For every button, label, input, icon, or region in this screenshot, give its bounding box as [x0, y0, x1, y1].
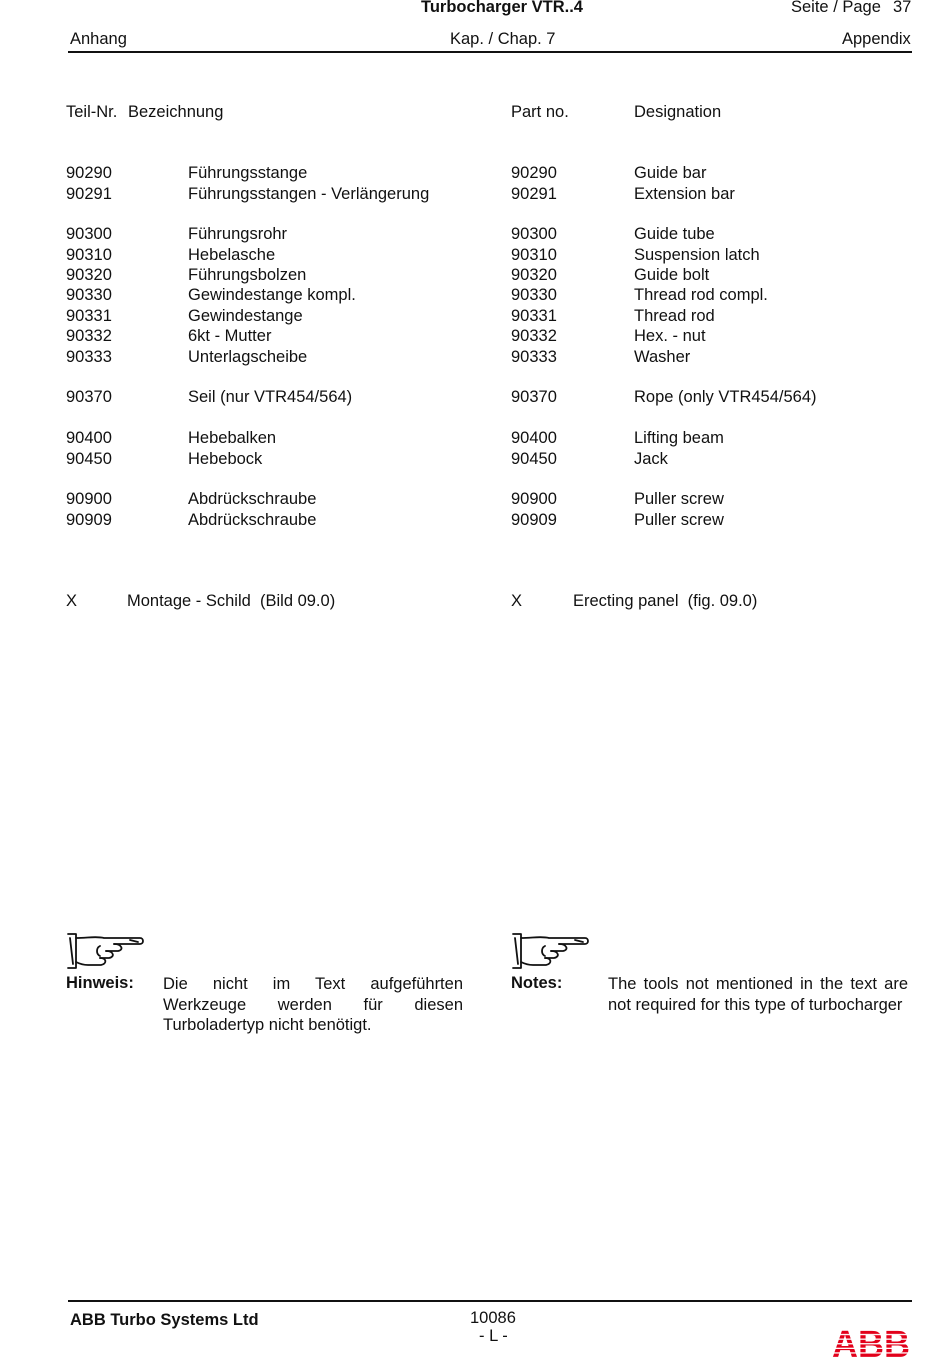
part-no-de: 90291	[66, 185, 112, 203]
part-no-en: 90400	[511, 429, 557, 447]
doc-title: Turbocharger VTR..4	[421, 0, 583, 16]
part-no-de: 90400	[66, 429, 112, 447]
note-text-de: Die nicht im Text aufgeführten Werkzeuge werden für diesen Turboladertyp nicht benötigt.	[163, 975, 463, 1034]
de-designation-heading: Bezeichnung	[128, 103, 224, 121]
part-designation-en: Lifting beam	[634, 429, 724, 447]
part-designation-en: Puller screw	[634, 490, 724, 508]
note-text-en: The tools not mentioned in the text are not required for this type of turbocharger	[608, 975, 908, 1014]
part-no-en: 90909	[511, 511, 557, 529]
parts-row	[0, 184, 950, 204]
parts-row	[0, 326, 950, 346]
en-designation-heading: Designation	[634, 103, 722, 121]
parts-row	[0, 347, 950, 367]
part-no-de: 90331	[66, 307, 112, 325]
part-designation-de: Führungsstange	[188, 164, 308, 182]
part-no-en: 90300	[511, 225, 557, 243]
parts-row	[0, 245, 950, 265]
part-no-de: 90332	[66, 327, 112, 345]
header-left: Anhang	[70, 30, 127, 48]
part-designation-de: Seil (nur VTR454/564)	[188, 388, 353, 406]
part-no-de: 90333	[66, 348, 112, 366]
part-no-de: 90320	[66, 266, 112, 284]
part-designation-en: Guide bar	[634, 164, 707, 182]
page-label: Seite / Page	[791, 0, 881, 16]
document-number: 10086	[470, 1309, 516, 1327]
part-no-en: 90332	[511, 327, 557, 345]
part-no-de: 90900	[66, 490, 112, 508]
header-right: Appendix	[842, 30, 911, 48]
part-designation-de: Führungsrohr	[188, 225, 288, 243]
part-designation-de: Hebelasche	[188, 246, 276, 264]
part-no-de: 90909	[66, 511, 112, 529]
company-name: ABB Turbo Systems Ltd	[70, 1311, 259, 1329]
part-designation-de: Abdrückschraube	[188, 490, 317, 508]
header-rule	[68, 51, 912, 53]
erecting-panel-en: Erecting panel (fig. 09.0)	[573, 592, 758, 610]
de-part-heading: Teil-Nr.	[66, 103, 118, 121]
parts-row	[0, 428, 950, 448]
part-no-de: 90310	[66, 246, 112, 264]
parts-row	[0, 489, 950, 509]
part-no-en: 90370	[511, 388, 557, 406]
parts-row	[0, 510, 950, 530]
part-no-de: 90450	[66, 450, 112, 468]
part-designation-en: Thread rod compl.	[634, 286, 768, 304]
en-part-heading: Part no.	[511, 103, 569, 121]
page-number: 37	[893, 0, 912, 16]
part-designation-de: 6kt - Mutter	[188, 327, 272, 345]
part-no-en: 90310	[511, 246, 557, 264]
parts-row	[0, 163, 950, 183]
part-designation-en: Hex. - nut	[634, 327, 706, 345]
part-no-en: 90331	[511, 307, 557, 325]
parts-row	[0, 265, 950, 285]
erecting-panel-de: Montage - Schild (Bild 09.0)	[127, 592, 336, 610]
part-no-de: 90370	[66, 388, 112, 406]
part-no-de: 90290	[66, 164, 112, 182]
part-no-en: 90450	[511, 450, 557, 468]
part-designation-en: Guide bolt	[634, 266, 710, 284]
part-no-en: 90290	[511, 164, 557, 182]
erecting-panel-row	[0, 591, 950, 611]
column-headings	[0, 102, 950, 122]
parts-row	[0, 449, 950, 469]
footer-rule	[68, 1300, 912, 1302]
part-designation-de: Hebebock	[188, 450, 263, 468]
parts-row	[0, 285, 950, 305]
part-designation-en: Extension bar	[634, 185, 735, 203]
part-designation-en: Jack	[634, 450, 668, 468]
part-no-de: 90330	[66, 286, 112, 304]
part-no-en: 90291	[511, 185, 557, 203]
part-no-en: 90330	[511, 286, 557, 304]
svg-text:ABB: ABB	[832, 1326, 910, 1358]
part-designation-en: Washer	[634, 348, 691, 366]
part-designation-en: Guide tube	[634, 225, 715, 243]
pointing-hand-icon	[66, 932, 146, 972]
part-no-en: 90333	[511, 348, 557, 366]
part-designation-en: Suspension latch	[634, 246, 760, 264]
parts-row	[0, 224, 950, 244]
part-designation-de: Gewindestange	[188, 307, 303, 325]
part-designation-de: Führungsstangen - Verlängerung	[188, 185, 430, 203]
mark-de: X	[66, 592, 78, 610]
part-no-de: 90300	[66, 225, 112, 243]
part-designation-en: Thread rod	[634, 307, 715, 325]
abb-logo	[832, 1326, 910, 1358]
part-no-en: 90900	[511, 490, 557, 508]
note-label-en: Notes:	[511, 974, 563, 992]
header-chapter: Kap. / Chap. 7	[450, 30, 556, 48]
note-label-de: Hinweis:	[66, 974, 134, 992]
parts-row	[0, 387, 950, 407]
page-code: - L -	[479, 1327, 508, 1345]
part-designation-en: Puller screw	[634, 511, 724, 529]
mark-en: X	[511, 592, 523, 610]
parts-row	[0, 306, 950, 326]
pointing-hand-icon	[511, 932, 591, 972]
part-no-en: 90320	[511, 266, 557, 284]
part-designation-de: Unterlagscheibe	[188, 348, 308, 366]
part-designation-en: Rope (only VTR454/564)	[634, 388, 817, 406]
part-designation-de: Führungsbolzen	[188, 266, 307, 284]
part-designation-de: Gewindestange kompl.	[188, 286, 356, 304]
part-designation-de: Abdrückschraube	[188, 511, 317, 529]
part-designation-de: Hebebalken	[188, 429, 277, 447]
